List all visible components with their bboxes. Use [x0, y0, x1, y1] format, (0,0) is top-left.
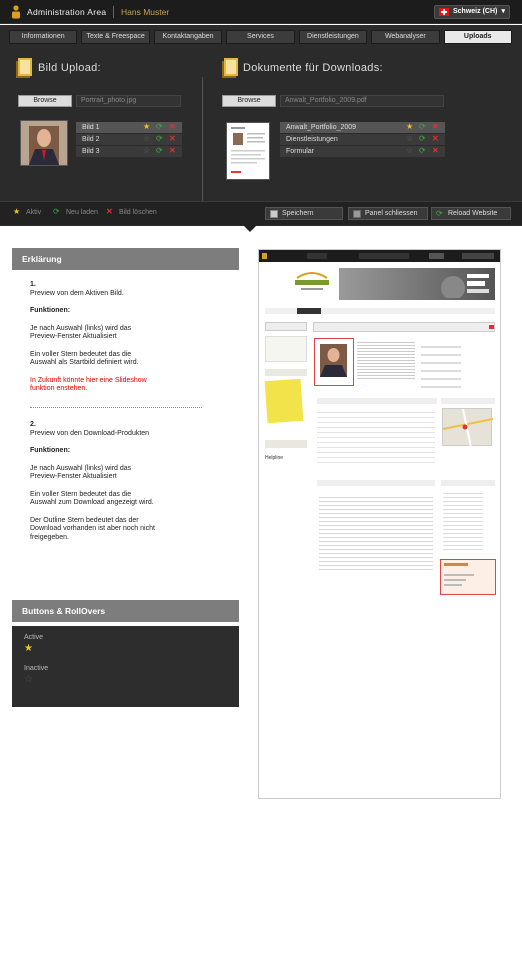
upload-file-input[interactable]: Portrait_photo.jpg	[76, 95, 181, 107]
tab-informationen[interactable]: Informationen	[9, 30, 77, 44]
reload-icon: ⟳	[53, 207, 60, 216]
tab-texte-freespace[interactable]: Texte & Freespace	[81, 30, 149, 44]
save-button-label: Speichern	[282, 210, 314, 217]
star-filled-icon[interactable]: ★	[406, 122, 414, 131]
document-row-label: Dienstleistungen	[286, 136, 338, 143]
explanation-text: Ein voller Stern bedeutet das die	[30, 490, 132, 498]
downloads-title: Dokumente für Downloads:	[243, 62, 383, 74]
star-filled-icon[interactable]: ★	[143, 122, 151, 131]
delete-icon[interactable]: ✕	[169, 134, 176, 143]
star-outline-icon[interactable]: ☆	[143, 146, 151, 155]
buttons-heading: Buttons & RollOvers	[12, 600, 239, 622]
close-panel-button[interactable]	[348, 207, 428, 220]
legend-bild-loeschen: Bild löschen	[119, 209, 157, 216]
website-preview: Helpline	[258, 249, 501, 799]
future-note: In Zukunft könnte hier eine Slideshow	[30, 376, 147, 384]
tab-services[interactable]: Services	[226, 30, 294, 44]
document-row-label: Formular	[286, 148, 315, 155]
portrait-preview	[20, 120, 68, 166]
delete-icon[interactable]: ✕	[169, 146, 176, 155]
reload-website-label: Reload Website	[448, 210, 498, 217]
explanation-text: Je nach Auswahl (links) wird das	[30, 324, 132, 332]
close-panel-label: Panel schliessen	[365, 210, 418, 217]
image-row-label: Bild 1	[82, 124, 100, 131]
admin-panel	[0, 25, 522, 226]
explanation-text: Auswahl als Startbild definiert wird.	[30, 359, 139, 366]
active-label: Active	[24, 634, 44, 641]
delete-icon: ✕	[106, 207, 113, 216]
image-row-label: Bild 3	[82, 148, 100, 155]
erklaerung-heading: Erklärung	[12, 248, 239, 270]
reload-icon[interactable]: ⟳	[419, 146, 426, 155]
document-list	[280, 122, 445, 158]
future-note: funktion enstehen.	[30, 385, 88, 392]
step-title: Preview von dem Aktiven Bild.	[30, 289, 124, 297]
image-row-2[interactable]	[76, 134, 182, 145]
folder-icon	[16, 58, 32, 78]
image-row-label: Bild 2	[82, 136, 100, 143]
divider	[30, 407, 202, 408]
legend-aktiv: Aktiv	[26, 209, 42, 216]
star-outline-icon[interactable]: ☆	[143, 134, 151, 143]
document-row-label: Anwalt_Portfolio_2009	[286, 124, 357, 131]
explanation-text: freigegeben.	[30, 533, 69, 541]
preview-highlight-downloads	[440, 559, 496, 595]
app-title: Administration Area	[27, 7, 107, 17]
reload-icon[interactable]: ⟳	[419, 134, 426, 143]
download-browse-button[interactable]: Browse	[222, 95, 276, 107]
title-divider	[113, 6, 114, 18]
banner	[339, 268, 495, 300]
language-label: Schweiz (CH)	[453, 8, 498, 15]
explanation-text: Der Outline Stern bedeutet das der	[30, 516, 139, 524]
star-outline-icon[interactable]: ☆	[406, 146, 414, 155]
columbia-logo-icon	[287, 268, 337, 294]
user-icon	[11, 5, 21, 19]
reload-website-button[interactable]	[431, 207, 511, 220]
tab-bar	[9, 30, 512, 44]
functions-label: Funktionen:	[30, 307, 71, 314]
delete-icon[interactable]: ✕	[432, 146, 439, 155]
explanation-2	[30, 421, 155, 542]
image-row-3[interactable]	[76, 146, 182, 157]
star-filled-icon: ★	[24, 643, 33, 654]
language-select[interactable]	[434, 5, 510, 19]
preview-topbar	[259, 250, 501, 262]
upload-browse-button[interactable]: Browse	[18, 95, 72, 107]
delete-icon[interactable]: ✕	[432, 134, 439, 143]
chevron-down-icon: ▾	[501, 8, 505, 15]
bild-upload-title: Bild Upload:	[38, 62, 101, 74]
star-outline-icon[interactable]: ☆	[406, 134, 414, 143]
user-name: Hans Muster	[121, 7, 170, 17]
tab-dienstleistungen[interactable]: Dienstleistungen	[299, 30, 367, 44]
explanation-text: Auswahl zum Download angezeigt wird.	[30, 499, 154, 506]
reload-icon[interactable]: ⟳	[156, 122, 163, 131]
minimize-icon	[353, 210, 361, 218]
preview-highlight-portrait	[314, 338, 354, 386]
step-number: 2.	[30, 421, 36, 428]
reload-icon[interactable]: ⟳	[156, 134, 163, 143]
folder-icon	[222, 58, 238, 78]
step-number: 1.	[30, 281, 36, 288]
download-file-input[interactable]: Anwalt_Portfolio_2009.pdf	[280, 95, 444, 107]
functions-label: Funktionen:	[30, 447, 71, 454]
image-list	[76, 122, 182, 158]
star-outline-icon: ☆	[24, 674, 33, 685]
explanation-text: Preview-Fenster Aktualisiert	[30, 333, 117, 340]
inactive-label: Inactive	[24, 665, 49, 672]
step-title: Preview von den Download-Produkten	[30, 429, 150, 437]
image-row-1[interactable]	[76, 122, 182, 133]
action-bar	[0, 201, 522, 225]
delete-icon[interactable]: ✕	[169, 122, 176, 131]
map-preview	[442, 408, 492, 446]
explanation-text: Download vorhanden ist aber noch nicht	[30, 525, 155, 532]
delete-icon[interactable]: ✕	[432, 122, 439, 131]
explanation-1	[30, 281, 147, 394]
explanation-text: Preview-Fenster Aktualisiert	[30, 473, 117, 480]
explanation-text: Je nach Auswahl (links) wird das	[30, 464, 132, 472]
sticky-note	[265, 379, 304, 423]
document-preview	[226, 122, 270, 180]
reload-icon: ⟳	[436, 209, 443, 218]
save-button[interactable]	[265, 207, 343, 220]
tab-uploads[interactable]: Uploads	[444, 30, 512, 44]
nav-active	[297, 308, 321, 314]
explanation-text: Ein voller Stern bedeutet das die	[30, 350, 132, 358]
reload-icon[interactable]: ⟳	[419, 122, 426, 131]
save-icon	[270, 210, 278, 218]
swiss-flag-icon	[439, 8, 449, 16]
panel-pointer	[242, 224, 258, 232]
legend-neu-laden: Neu laden	[66, 209, 98, 216]
top-bar	[0, 0, 522, 24]
tab-webanalyser[interactable]: Webanalyser	[371, 30, 439, 44]
reload-icon[interactable]: ⟳	[156, 146, 163, 155]
tab-kontaktangaben[interactable]: Kontaktangaben	[154, 30, 222, 44]
star-filled-icon: ★	[13, 207, 21, 216]
rollover-panel	[12, 626, 239, 707]
column-divider	[202, 77, 203, 212]
